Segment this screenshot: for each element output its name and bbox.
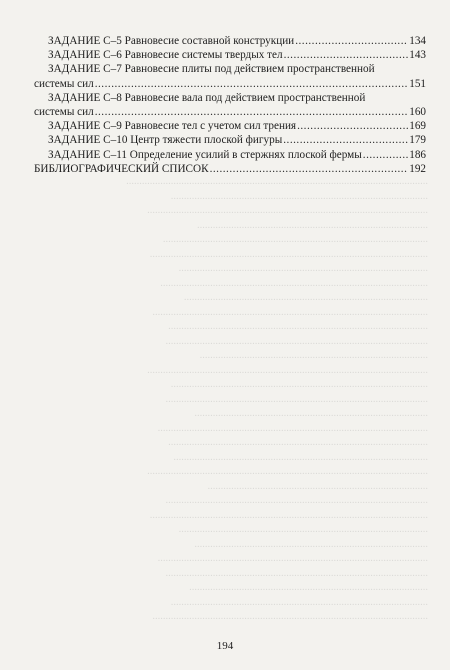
toc-entry xyxy=(34,133,426,147)
dot-leader xyxy=(283,133,408,147)
dot-leader xyxy=(95,105,409,119)
toc-entry-page: 186 xyxy=(409,148,426,161)
toc-entry-title-line2: системы сил xyxy=(34,77,94,90)
toc-entry-page: 134 xyxy=(409,35,426,47)
toc-entry xyxy=(34,62,426,90)
dot-leader xyxy=(284,48,409,62)
toc-entry-page: 192 xyxy=(409,162,426,175)
toc-entry-title: ЗАДАНИЕ С–9 Равновесие тел с учетом сил трения xyxy=(48,120,297,133)
toc-entry-page: 143 xyxy=(409,49,426,62)
dot-leader xyxy=(297,119,408,133)
toc-entry-title: БИБЛИОГРАФИЧЕСКИЙ СПИСОК xyxy=(34,162,209,175)
toc-entry xyxy=(34,91,426,119)
toc-entry-bibliography xyxy=(34,162,426,176)
toc-entry-title-line1: ЗАДАНИЕ С–8 Равновесие вала под действием пространственной xyxy=(48,91,366,104)
toc-entry xyxy=(34,48,426,62)
bleed-through-text: ................................................................................................................... .................................................................................................. ........................................................................................................... ........................................................................................ ..................................................................................................... .......................................................................................................... ............................................................................................... ...................................................................................................... ............................................................................................. ......................................................................................................... ................................................................................................... .................................................................................................... ....................................................................................... ........................................................................................................... .................................................................................................. .................................................................................................... ......................................................................................... ....................................................................................................... ................................................................................................... ................................................................................................. ........................................................................................................... .................................................................................... .................................................................................................... .......................................................................................................... ............................................................................................... ......................................................................................... ....................................................................................................... .................................................................................................... ........................................................................................... .................................................................................................. ......................................................................................................... xyxy=(126,176,428,622)
toc-entry-title-line1: ЗАДАНИЕ С–7 Равновесие плиты под действием пространственной xyxy=(48,63,375,76)
toc-entry-page: 179 xyxy=(409,134,426,147)
toc-entry xyxy=(34,119,426,133)
dot-leader xyxy=(295,34,408,48)
toc-entry xyxy=(34,148,426,162)
toc-entry-title: ЗАДАНИЕ С–10 Центр тяжести плоской фигуры xyxy=(48,134,283,147)
table-of-contents xyxy=(34,34,426,176)
dot-leader xyxy=(363,148,408,162)
toc-entry-title: ЗАДАНИЕ С–6 Равновесие системы твердых тел xyxy=(48,49,283,62)
toc-entry-page: 160 xyxy=(409,106,426,119)
dot-leader xyxy=(95,77,409,91)
toc-entry-title: ЗАДАНИЕ С–11 Определение усилий в стержнях плоской фермы xyxy=(48,148,362,161)
toc-entry-page: 169 xyxy=(409,120,426,133)
page-number: 194 xyxy=(216,640,234,652)
dot-leader xyxy=(210,162,409,176)
toc-entry-title-line2: системы сил xyxy=(34,106,94,119)
toc-entry-title: ЗАДАНИЕ С–5 Равновесие составной конструкции xyxy=(48,35,295,47)
toc-entry xyxy=(34,34,426,48)
toc-entry-page: 151 xyxy=(409,77,426,90)
